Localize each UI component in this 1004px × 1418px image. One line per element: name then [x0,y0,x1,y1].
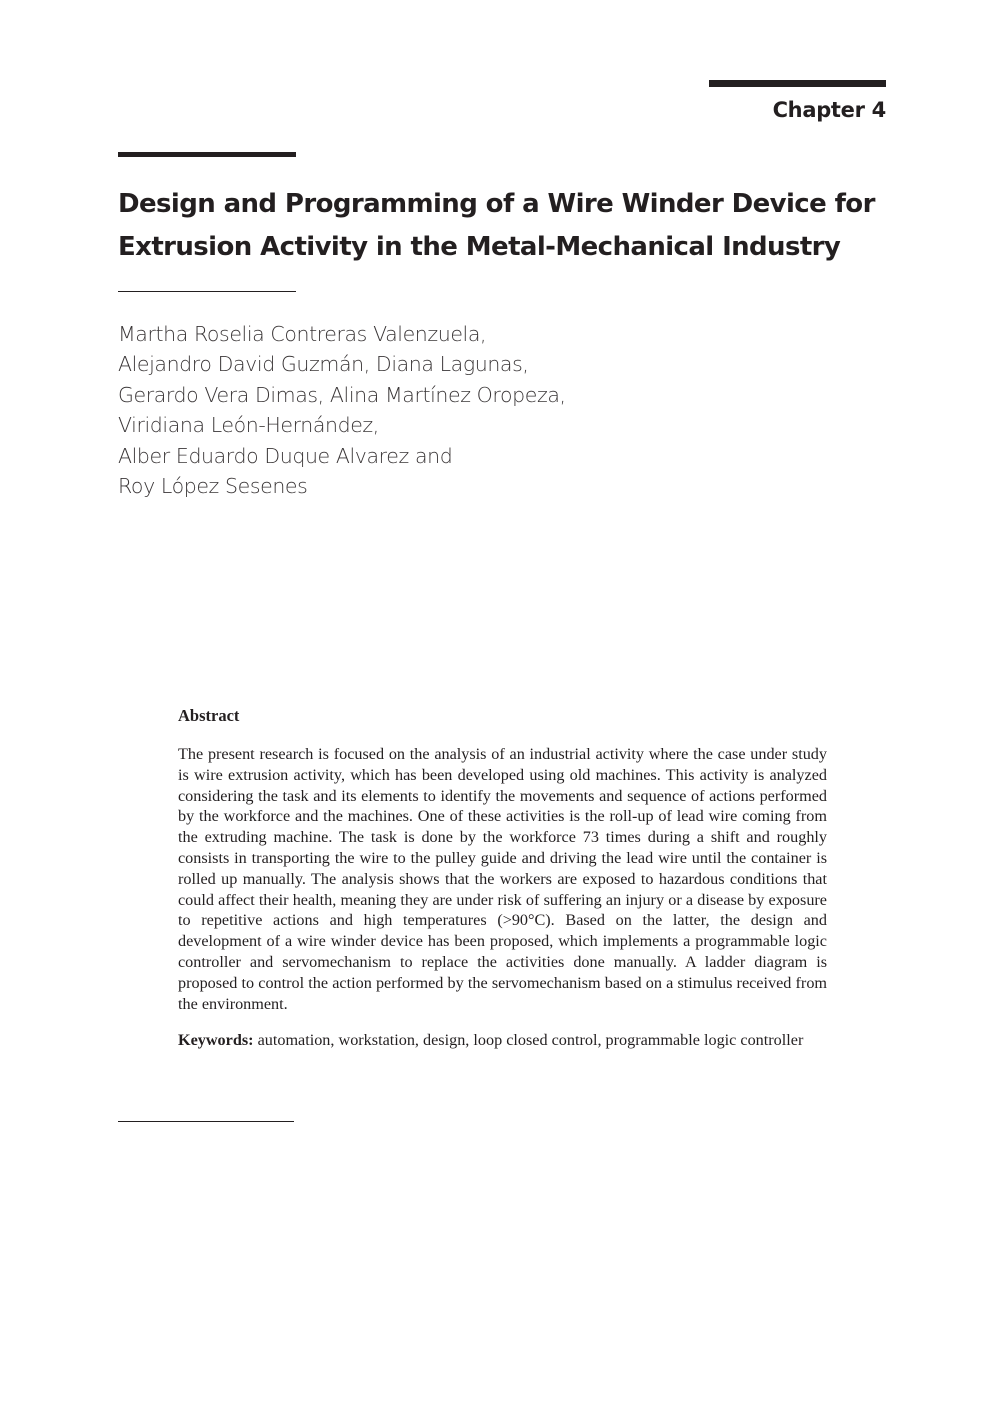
title-rule-top [118,152,296,157]
abstract-heading: Abstract [178,706,240,725]
author-line: Alber Eduardo Duque Alvarez and [118,443,453,468]
author-line: Martha Roselia Contreras Valenzuela, [118,322,487,346]
keywords [178,1030,827,1051]
author-line: Viridiana León-Hernández, [118,413,379,438]
author-line: Roy López Sesenes [118,474,308,499]
author-line: Gerardo Vera Dimas, Alina Martínez Oropeza, [118,382,566,407]
chapter-title [118,183,898,269]
abstract-rule-bottom [118,1121,294,1122]
author-list [118,319,678,501]
keywords-label: Keywords: [178,1031,254,1050]
keywords-text: automation, workstation, design, loop closed control, programmable logic controller [253,1031,804,1050]
abstract-section [178,705,827,1051]
chapter-rule-top [709,80,886,87]
title-rule-bottom [118,291,296,292]
author-line: Alejandro David Guzmán, Diana Lagunas, [118,352,529,377]
chapter-title-line: Extrusion Activity in the Metal-Mechanical Industry [118,232,841,262]
chapter-title-line: Design and Programming of a Wire Winder Device for [118,189,875,219]
abstract-body: The present research is focused on the analysis of an industrial activity where the case under study is wire extrusion activity, which has been developed using old machines. This activity is analyzed considering the task and its elements to identify the movements and sequence of actions performed by the workforce and the machines. One of these activities is the roll-up of lead wire coming from the extruding machine. The task is done by the workforce 73 times during a shift and roughly consists in transporting the wire to the pulley guide and driving the lead wire until the container is rolled up manually. The analysis shows that the workers are exposed to hazardous conditions that could affect their health, meaning they are under risk of suffering an injury or a disease by exposure to repetitive actions and high temperatures (>90°C). Based on the latter, the design and development of a wire winder device has been proposed, which implements a programmable logic controller and servomechanism to replace the activities done manually. A ladder diagram is proposed to control the action performed by the servomechanism based on a stimulus received from the environment. [178,745,827,1013]
chapter-label: Chapter 4 [772,98,886,122]
